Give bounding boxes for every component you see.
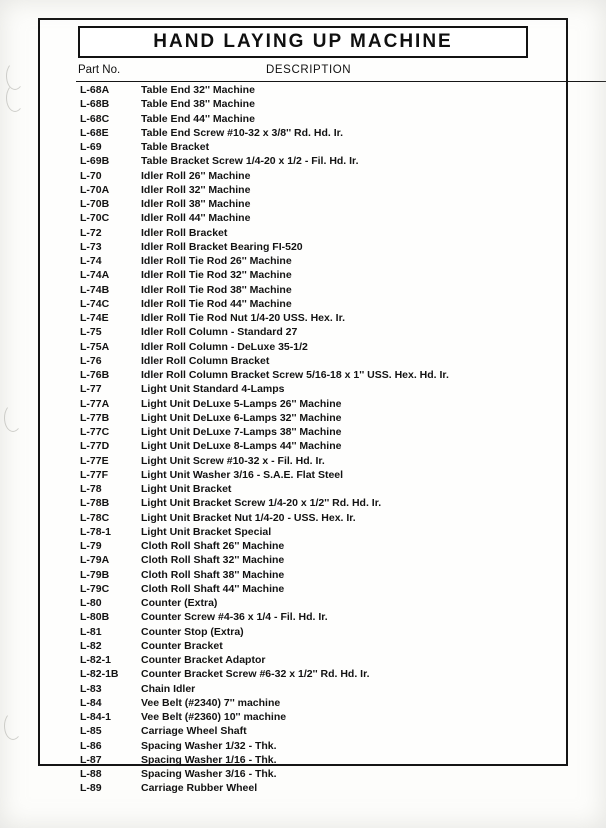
part-number: L-79C bbox=[80, 582, 110, 595]
part-description: Idler Roll 32'' Machine bbox=[141, 183, 251, 196]
part-number: L-82-1 bbox=[80, 654, 111, 666]
part-number: L-88 bbox=[80, 768, 102, 780]
table-row bbox=[38, 127, 568, 141]
part-description: Idler Roll Tie Rod Nut 1/4-20 USS. Hex. Ir. bbox=[141, 312, 346, 324]
hole-punch-mark-icon bbox=[6, 84, 24, 112]
part-number: L-84-1 bbox=[80, 711, 111, 723]
part-number: L-78-1 bbox=[80, 525, 111, 538]
table-row bbox=[38, 184, 568, 198]
part-number: L-85 bbox=[80, 725, 102, 738]
table-row bbox=[38, 212, 568, 226]
part-number: L-70B bbox=[80, 198, 110, 210]
part-number: L-69 bbox=[80, 141, 102, 153]
part-description: Counter Bracket Screw #6-32 x 1/2'' Rd. Hd. Ir. bbox=[141, 668, 370, 681]
part-description: Counter Screw #4-36 x 1/4 - Fil. Hd. Ir. bbox=[141, 611, 328, 624]
part-number: L-86 bbox=[80, 739, 102, 752]
table-row bbox=[38, 227, 568, 241]
part-number: L-69B bbox=[80, 155, 110, 168]
part-description: Idler Roll 44'' Machine bbox=[141, 212, 251, 225]
table-row bbox=[38, 84, 568, 98]
table-row bbox=[38, 711, 568, 725]
part-description: Idler Roll 26'' Machine bbox=[141, 169, 251, 182]
part-description: Light Unit Washer 3/16 - S.A.E. Flat Steel bbox=[141, 468, 344, 481]
column-header-part-no: Part No. bbox=[78, 64, 121, 76]
table-row bbox=[38, 697, 568, 711]
part-description: Idler Roll Column Bracket bbox=[141, 354, 270, 367]
column-headers bbox=[38, 64, 568, 80]
table-row bbox=[38, 398, 568, 412]
part-number: L-70C bbox=[80, 212, 110, 225]
part-number: L-74A bbox=[80, 269, 110, 282]
table-row bbox=[38, 725, 568, 739]
part-description: Table Bracket Screw 1/4-20 x 1/2 - Fil. Hd. Ir. bbox=[141, 155, 359, 168]
part-number: L-80 bbox=[80, 597, 102, 609]
table-row bbox=[38, 312, 568, 326]
part-description: Light Unit DeLuxe 6-Lamps 32'' Machine bbox=[141, 411, 342, 424]
part-number: L-74E bbox=[80, 312, 109, 324]
part-number: L-74C bbox=[80, 297, 110, 310]
part-description: Table End 32'' Machine bbox=[141, 84, 255, 96]
part-description: Idler Roll Column - Standard 27 bbox=[141, 326, 298, 339]
part-number: L-75 bbox=[80, 326, 102, 339]
column-header-description: DESCRIPTION bbox=[266, 64, 352, 76]
table-row bbox=[38, 782, 568, 796]
page-title-box bbox=[78, 26, 528, 58]
table-row bbox=[38, 654, 568, 668]
part-number: L-68A bbox=[80, 84, 110, 96]
part-description: Light Unit DeLuxe 5-Lamps 26'' Machine bbox=[141, 397, 342, 410]
part-number: L-77 bbox=[80, 383, 102, 396]
part-number: L-79 bbox=[80, 540, 102, 552]
part-description: Cloth Roll Shaft 38'' Machine bbox=[141, 568, 285, 581]
part-number: L-68C bbox=[80, 112, 110, 125]
part-description: Light Unit DeLuxe 7-Lamps 38'' Machine bbox=[141, 426, 342, 438]
part-description: Light Unit Screw #10-32 x - Fil. Hd. Ir. bbox=[141, 454, 325, 467]
part-number: L-73 bbox=[80, 240, 102, 253]
table-row bbox=[38, 469, 568, 483]
part-number: L-76 bbox=[80, 354, 102, 367]
part-description: Light Unit Bracket bbox=[141, 483, 232, 495]
part-number: L-77E bbox=[80, 454, 109, 467]
part-number: L-74 bbox=[80, 255, 102, 267]
table-row bbox=[38, 597, 568, 611]
part-description: Idler Roll Column - DeLuxe 35-1/2 bbox=[141, 340, 308, 353]
part-description: Idler Roll Tie Rod 26'' Machine bbox=[141, 255, 292, 267]
table-row bbox=[38, 326, 568, 340]
part-description: Counter Stop (Extra) bbox=[141, 625, 244, 638]
part-number: L-77D bbox=[80, 440, 110, 453]
part-number: L-76B bbox=[80, 369, 110, 381]
table-row bbox=[38, 255, 568, 269]
table-row bbox=[38, 426, 568, 440]
part-description: Idler Roll Bracket Bearing FI-520 bbox=[141, 240, 303, 253]
part-description: Idler Roll Tie Rod 32'' Machine bbox=[141, 269, 292, 282]
part-number: L-74B bbox=[80, 283, 110, 296]
table-row bbox=[38, 497, 568, 511]
part-number: L-80B bbox=[80, 611, 110, 624]
table-row bbox=[38, 512, 568, 526]
part-description: Idler Roll Bracket bbox=[141, 226, 228, 239]
part-description: Spacing Washer 3/16 - Thk. bbox=[141, 768, 277, 780]
table-row bbox=[38, 198, 568, 212]
part-number: L-68B bbox=[80, 98, 110, 111]
part-description: Table End 38'' Machine bbox=[141, 98, 255, 111]
table-row bbox=[38, 569, 568, 583]
part-description: Table End Screw #10-32 x 3/8'' Rd. Hd. Ir. bbox=[141, 126, 344, 139]
part-description: Light Unit DeLuxe 8-Lamps 44'' Machine bbox=[141, 440, 342, 453]
table-row bbox=[38, 611, 568, 625]
hole-punch-mark-icon bbox=[4, 404, 22, 432]
part-number: L-81 bbox=[80, 625, 102, 638]
table-row bbox=[38, 269, 568, 283]
part-description: Idler Roll Tie Rod 44'' Machine bbox=[141, 297, 292, 310]
part-description: Idler Roll Tie Rod 38'' Machine bbox=[141, 283, 292, 296]
part-number: L-78C bbox=[80, 511, 110, 524]
table-row bbox=[38, 754, 568, 768]
part-number: L-82-1B bbox=[80, 668, 119, 681]
table-row bbox=[38, 583, 568, 597]
part-description: Light Unit Bracket Nut 1/4-20 - USS. Hex. Ir. bbox=[141, 511, 356, 524]
part-number: L-87 bbox=[80, 753, 102, 766]
table-row bbox=[38, 483, 568, 497]
part-description: Idler Roll Column Bracket Screw 5/16-18 x 1'' USS. Hex. Hd. Ir. bbox=[141, 369, 449, 381]
part-description: Counter (Extra) bbox=[141, 597, 218, 609]
part-description: Light Unit Standard 4-Lamps bbox=[141, 383, 285, 396]
part-description: Counter Bracket Adaptor bbox=[141, 654, 266, 666]
part-description: Vee Belt (#2360) 10'' machine bbox=[141, 711, 287, 723]
part-number: L-77B bbox=[80, 411, 110, 424]
part-number: L-70A bbox=[80, 183, 110, 196]
table-row bbox=[38, 141, 568, 155]
hole-punch-mark-icon bbox=[4, 712, 22, 740]
part-number: L-78 bbox=[80, 483, 102, 495]
table-row bbox=[38, 383, 568, 397]
parts-list-table bbox=[38, 84, 568, 797]
part-description: Cloth Roll Shaft 44'' Machine bbox=[141, 582, 285, 595]
table-row bbox=[38, 683, 568, 697]
part-description: Light Unit Bracket Screw 1/4-20 x 1/2'' Rd. Hd. Ir. bbox=[141, 497, 382, 510]
part-number: L-68E bbox=[80, 126, 109, 139]
table-row bbox=[38, 98, 568, 112]
table-row bbox=[38, 241, 568, 255]
part-description: Table Bracket bbox=[141, 141, 210, 153]
part-description: Spacing Washer 1/32 - Thk. bbox=[141, 739, 277, 752]
table-row bbox=[38, 768, 568, 782]
table-row bbox=[38, 626, 568, 640]
part-number: L-84 bbox=[80, 696, 102, 709]
table-row bbox=[38, 284, 568, 298]
table-row bbox=[38, 355, 568, 369]
table-row bbox=[38, 440, 568, 454]
part-description: Spacing Washer 1/16 - Thk. bbox=[141, 753, 277, 766]
table-row bbox=[38, 298, 568, 312]
part-description: Idler Roll 38'' Machine bbox=[141, 198, 251, 210]
part-number: L-78B bbox=[80, 497, 110, 510]
part-description: Vee Belt (#2340) 7'' machine bbox=[141, 696, 281, 709]
table-row bbox=[38, 740, 568, 754]
header-divider bbox=[76, 81, 606, 82]
table-row bbox=[38, 554, 568, 568]
table-row bbox=[38, 170, 568, 184]
table-row bbox=[38, 341, 568, 355]
part-number: L-89 bbox=[80, 782, 102, 795]
part-number: L-70 bbox=[80, 169, 102, 182]
table-row bbox=[38, 455, 568, 469]
page-title: HAND LAYING UP MACHINE bbox=[153, 31, 453, 52]
part-description: Chain Idler bbox=[141, 682, 196, 695]
table-row bbox=[38, 526, 568, 540]
part-number: L-82 bbox=[80, 639, 102, 652]
part-number: L-77A bbox=[80, 397, 110, 410]
table-row bbox=[38, 640, 568, 654]
table-row bbox=[38, 369, 568, 383]
part-number: L-72 bbox=[80, 226, 102, 239]
part-number: L-75A bbox=[80, 340, 110, 353]
part-description: Cloth Roll Shaft 32'' Machine bbox=[141, 554, 285, 567]
part-number: L-83 bbox=[80, 682, 102, 695]
table-row bbox=[38, 412, 568, 426]
part-description: Cloth Roll Shaft 26'' Machine bbox=[141, 540, 285, 552]
part-description: Light Unit Bracket Special bbox=[141, 525, 272, 538]
part-number: L-79A bbox=[80, 554, 110, 567]
table-row bbox=[38, 668, 568, 682]
part-number: L-77C bbox=[80, 426, 110, 438]
table-row bbox=[38, 540, 568, 554]
table-row bbox=[38, 155, 568, 169]
part-number: L-79B bbox=[80, 568, 110, 581]
part-description: Carriage Wheel Shaft bbox=[141, 725, 247, 738]
part-number: L-77F bbox=[80, 468, 109, 481]
part-description: Table End 44'' Machine bbox=[141, 112, 255, 125]
table-row bbox=[38, 113, 568, 127]
part-description: Counter Bracket bbox=[141, 639, 223, 652]
part-description: Carriage Rubber Wheel bbox=[141, 782, 258, 795]
